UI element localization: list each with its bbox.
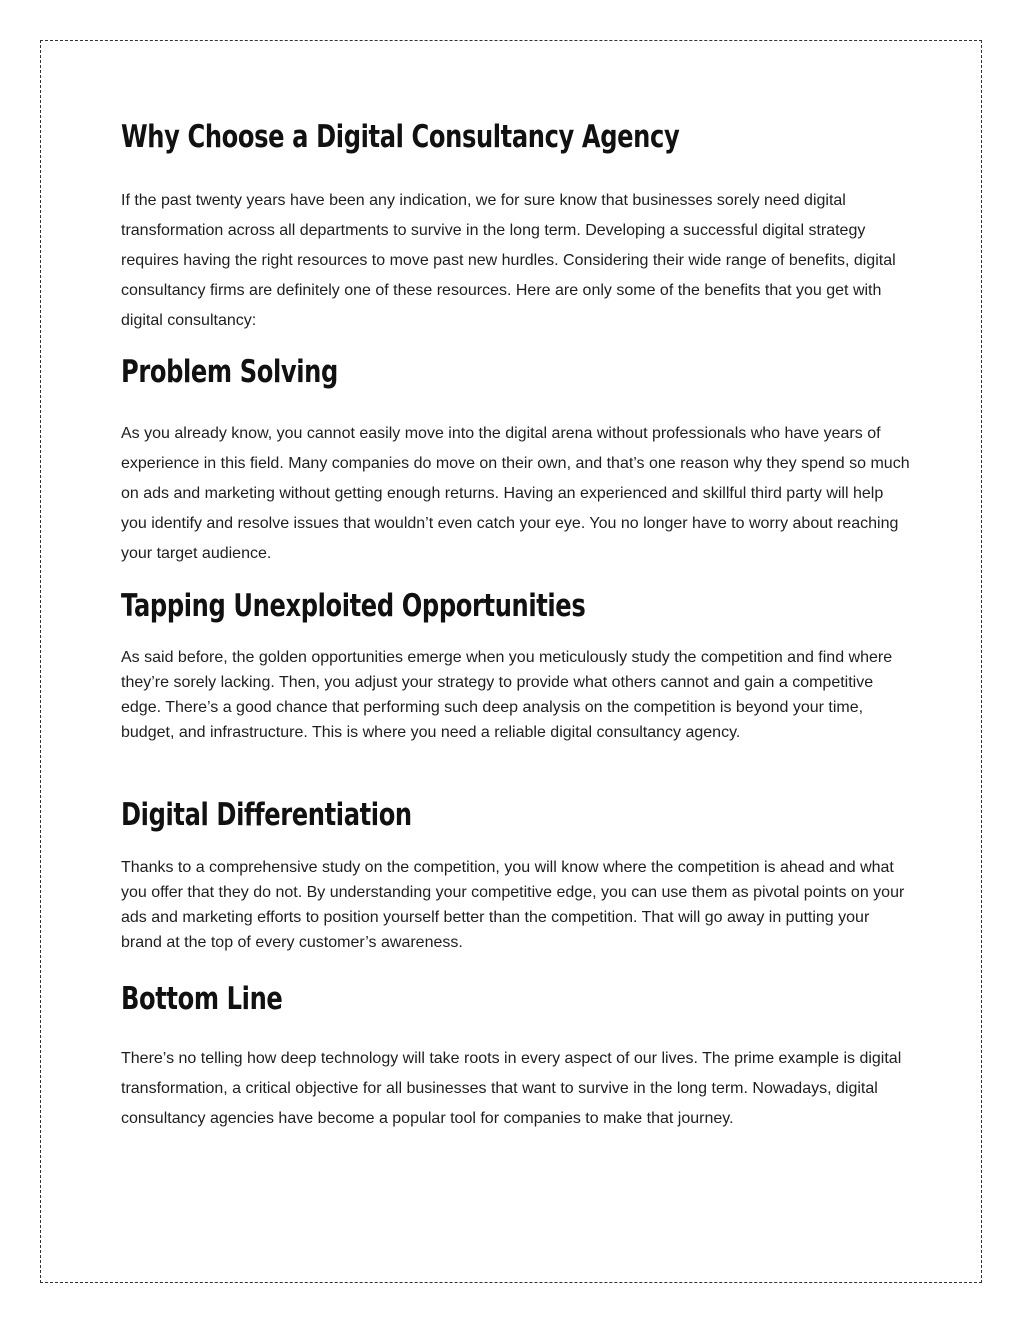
section-problem-solving xyxy=(121,353,911,569)
section-heading: Problem Solving xyxy=(121,354,338,390)
section-paragraph: As you already know, you cannot easily move into the digital arena without professionals who have years of experience in this field. Many companies do move on their own, and that’s one reason why they spend so much on ads and marketing without getting enough returns. Having an experienced and skillful third party will help you identify and resolve issues that wouldn’t even catch your eye. You no longer have to worry about reaching your target audience. xyxy=(121,425,910,562)
section-paragraph: As said before, the golden opportunities emerge when you meticulously study the competition and find where they’re sorely lacking. Then, you adjust your strategy to provide what others cannot and gain a competitive edge. There’s a good chance that performing such deep analysis on the competition is beyond your time, budget, and infrastructure. This is where you need a reliable digital consultancy agency. xyxy=(121,649,893,741)
section-bottom-line xyxy=(121,980,911,1134)
section-paragraph: There’s no telling how deep technology will take roots in every aspect of our lives. The prime example is digital transformation, a critical objective for all businesses that want to survive in the long term. Nowadays, digital consultancy agencies have become a popular tool for companies to make that journey. xyxy=(121,1050,902,1127)
section-heading: Why Choose a Digital Consultancy Agency xyxy=(121,119,680,155)
section-digital-differentiation xyxy=(121,796,911,955)
section-heading: Bottom Line xyxy=(121,981,283,1017)
section-heading: Digital Differentiation xyxy=(121,797,412,833)
section-heading: Tapping Unexploited Opportunities xyxy=(121,588,586,624)
section-tapping-opportunities xyxy=(121,587,911,745)
section-paragraph: If the past twenty years have been any indication, we for sure know that businesses sorely need digital transformation across all departments to survive in the long term. Developing a successful digital strategy requires having the right resources to move past new hurdles. Considering their wide range of benefits, digital consultancy firms are definitely one of these resources. Here are only some of the benefits that you get with digital consultancy: xyxy=(121,192,896,329)
section-why-choose xyxy=(121,118,911,336)
section-paragraph: Thanks to a comprehensive study on the competition, you will know where the competition is ahead and what you offer that they do not. By understanding your competitive edge, you can use them as pivotal points on your ads and marketing efforts to position yourself better than the competition. That will go away in putting your brand at the top of every customer’s awareness. xyxy=(121,859,905,951)
